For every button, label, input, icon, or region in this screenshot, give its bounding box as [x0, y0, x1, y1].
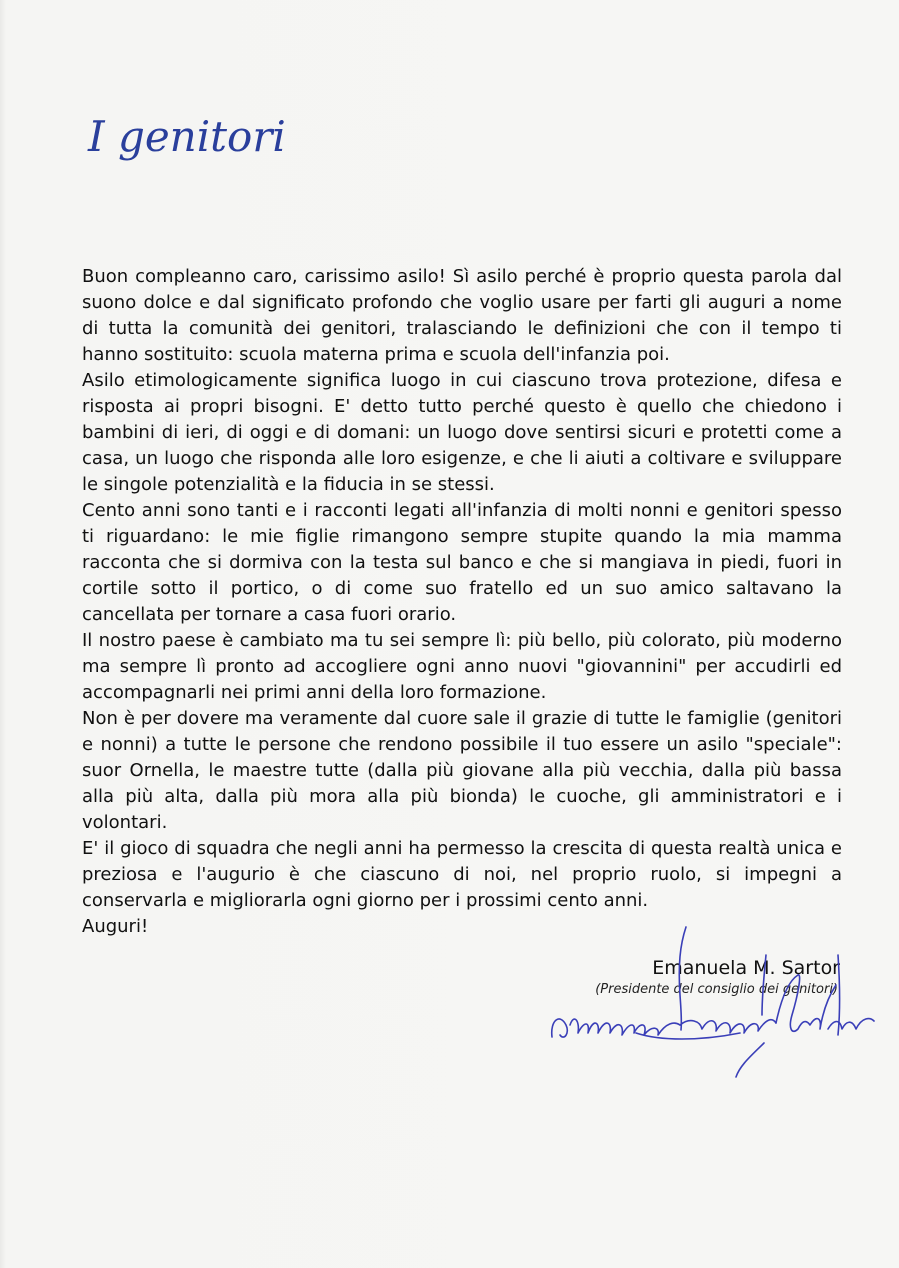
- letter-body: [82, 264, 842, 940]
- closing-greeting: Auguri!: [82, 916, 149, 937]
- signer-role: (Presidente del consiglio dei genitori): [595, 982, 838, 997]
- paragraph: Buon compleanno caro, carissimo asilo! Sì asilo perché è proprio questa parola dal suono dolce e dal significato profondo che voglio usare per farti gli auguri a nome di tutta la comunità dei genitori, tralasciando le definizioni che con il tempo ti hanno sostituito: scuola materna prima e scuola dell'infanzia poi.: [82, 266, 842, 365]
- paragraph: Non è per dovere ma veramente dal cuore sale il grazie di tutte le famiglie (genitori e nonni) a tutte le persone che rendono possibile il tuo essere un asilo "speciale": suor Ornella, le maestre tutte (dalla più giovane alla più vecchia, dalla più bassa alla più alta, dalla più mora alla più bionda) le cuoche, gli amministratori e i volontari.: [82, 708, 842, 833]
- paragraph: Cento anni sono tanti e i racconti legati all'infanzia di molti nonni e genitori spesso ti riguardano: le mie figlie rimangono sempre stupite quando la mia mamma racconta che si dormiva con la testa sul banco e che si mangiava in piedi, fuori in cortile sotto il portico, o di come suo fratello ed un suo amico saltavano la cancellata per tornare a casa fuori orario.: [82, 500, 842, 625]
- handwritten-signature: [540, 925, 880, 1085]
- paragraph: Il nostro paese è cambiato ma tu sei sempre lì: più bello, più colorato, più moderno ma sempre lì pronto ad accogliere ogni anno nuovi "giovannini" per accudirli ed accompagnarli nei primi anni della loro formazione.: [82, 630, 842, 703]
- paragraph: Asilo etimologicamente significa luogo in cui ciascuno trova protezione, difesa e risposta ai propri bisogni. E' detto tutto perché questo è quello che chiedono i bambini di ieri, di oggi e di domani: un luogo dove sentirsi sicuri e protetti come a casa, un luogo che risponda alle loro esigenze, e che li aiuti a coltivare e sviluppare le singole potenzialità e la fiducia in se stessi.: [82, 370, 842, 495]
- signer-name: Emanuela M. Sartor: [652, 957, 840, 979]
- paragraph: E' il gioco di squadra che negli anni ha permesso la crescita di questa realtà unica e preziosa e l'augurio è che ciascuno di noi, nel proprio ruolo, si impegni a conservarla e migliorarla ogni giorno per i prossimi cento anni.: [82, 838, 842, 911]
- document-title: I genitori: [88, 112, 286, 161]
